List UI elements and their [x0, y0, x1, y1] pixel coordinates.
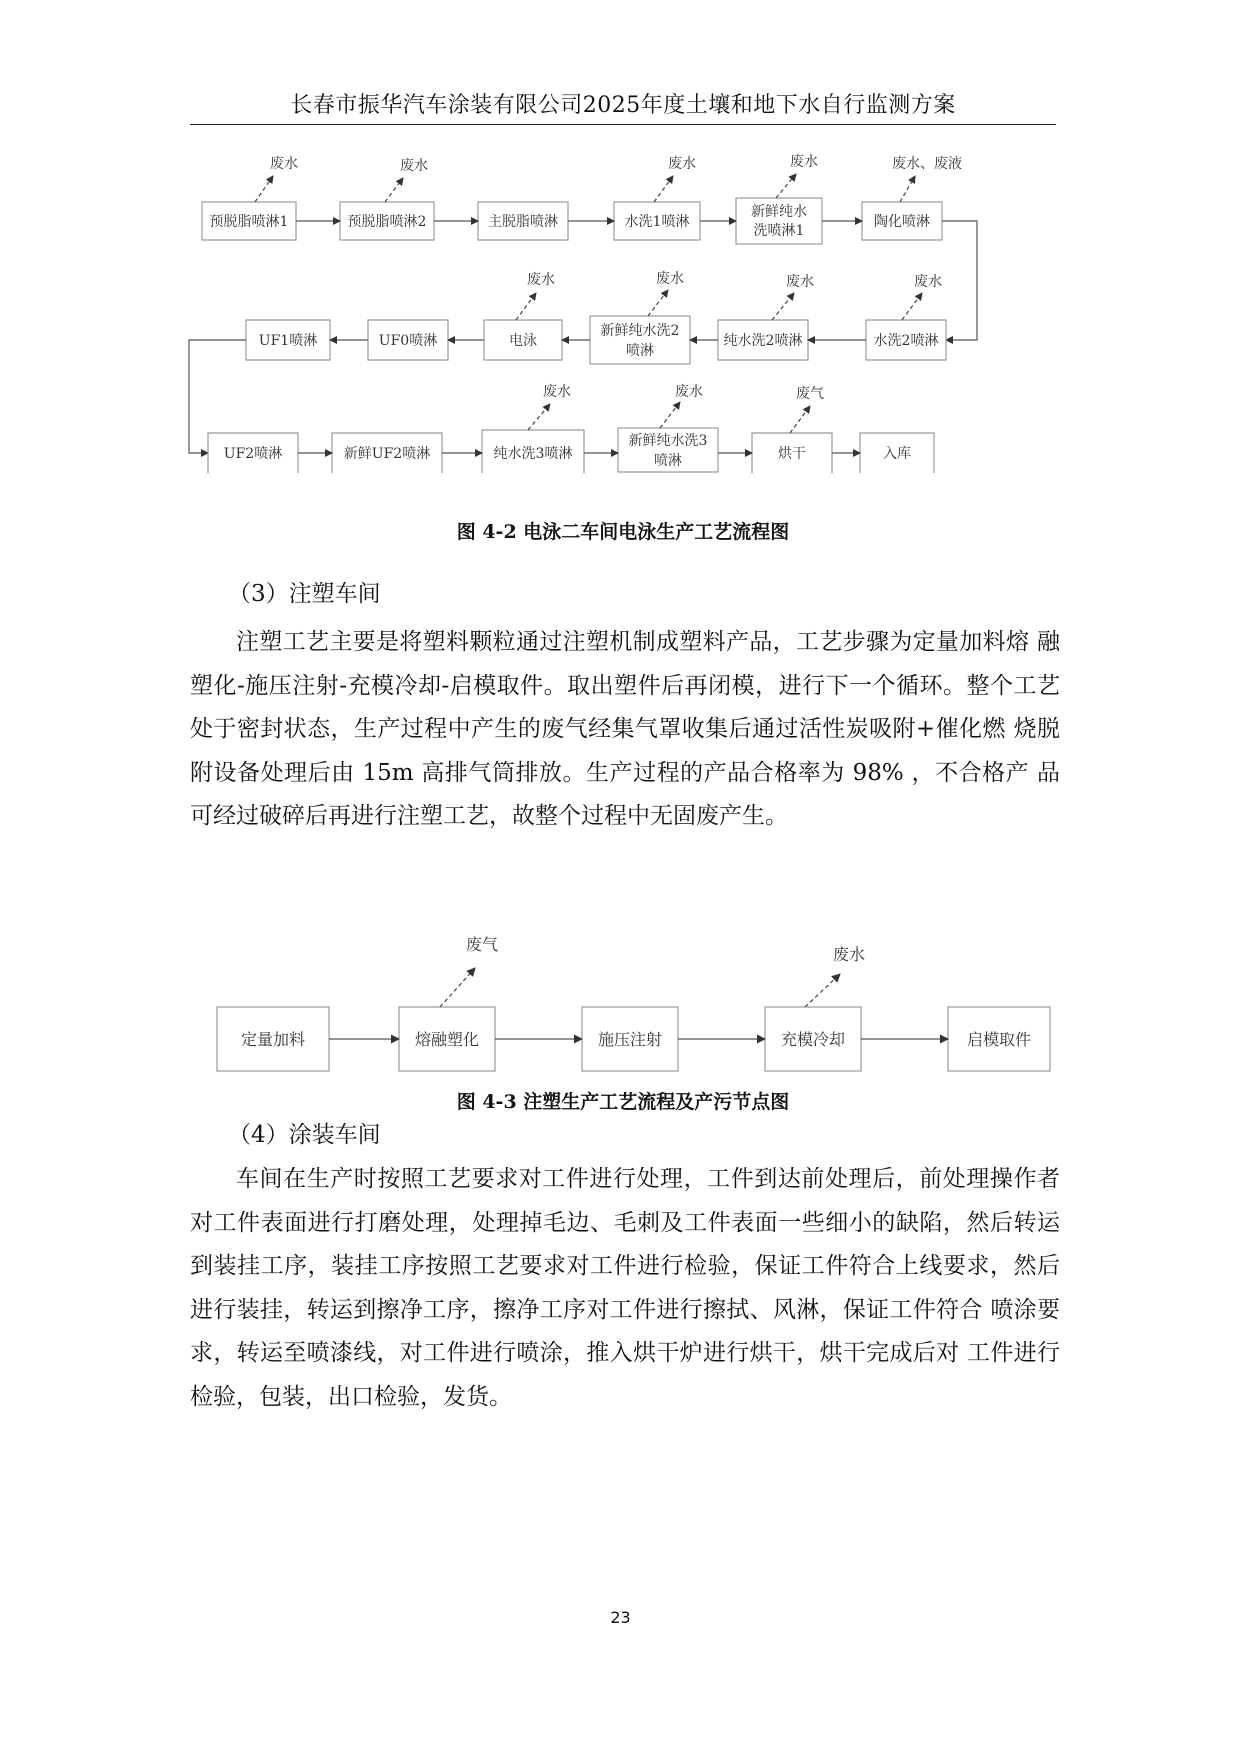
flow-connector	[942, 221, 977, 340]
process-box	[860, 433, 934, 473]
process-box	[482, 430, 584, 473]
emission-label: 废气	[466, 935, 499, 954]
svg-text:喷淋: 喷淋	[654, 453, 682, 469]
svg-text:UF2喷淋: UF2喷淋	[223, 446, 283, 462]
svg-text:UF1喷淋: UF1喷淋	[258, 333, 318, 349]
emission-arrow	[516, 293, 536, 320]
emission-arrow	[654, 176, 673, 202]
process-box	[765, 1007, 861, 1071]
svg-text:新鲜纯水: 新鲜纯水	[751, 204, 807, 220]
process-box	[948, 1007, 1050, 1071]
emission-arrow	[805, 974, 840, 1007]
emission-arrow	[902, 293, 922, 320]
process-box	[332, 433, 442, 473]
svg-text:纯水洗3喷淋: 纯水洗3喷淋	[493, 446, 573, 462]
svg-text:纯水洗2喷淋: 纯水洗2喷淋	[723, 333, 803, 349]
emission-label: 废水	[790, 154, 818, 170]
header-rule	[190, 124, 1056, 125]
emission-label: 废水	[914, 274, 942, 290]
process-box	[862, 202, 942, 240]
emission-arrow	[528, 404, 550, 430]
process-box	[246, 320, 330, 360]
process-box	[202, 202, 296, 240]
emission-label: 废水、废液	[892, 156, 962, 172]
svg-text:新鲜纯水洗2: 新鲜纯水洗2	[600, 323, 680, 339]
page-header: 长春市振华汽车涂装有限公司2025年度土壤和地下水自行监测方案	[290, 93, 956, 118]
svg-text:水洗2喷淋: 水洗2喷淋	[873, 333, 939, 349]
process-box	[582, 1007, 678, 1071]
svg-text:熔融塑化: 熔融塑化	[414, 1030, 480, 1049]
svg-text:定量加料: 定量加料	[240, 1030, 306, 1049]
body-paragraph: 车间在生产时按照工艺要求对工件进行处理，工件到达前处理后，前处理操作者对工件表面进行打磨处理，处理掉毛边、毛刺及工件表面一些细小的缺陷，然后转运到装挂工序，装挂工序按照工艺要求对工件进行检验，保证工件符合上线要求，然后进行装挂，转运到擦净工序，擦净工序对工件进行擦拭、风淋，保证工件符合 喷涂要求，转运至喷漆线，对工件进行喷涂，推入烘干炉进行烘干，烘干完成后对 工件进行检验，包装，出口检验，发货。	[190, 1166, 1060, 1410]
emission-arrow	[900, 176, 915, 202]
process-box	[478, 202, 568, 240]
emission-label: 废水	[833, 945, 866, 964]
process-box	[736, 198, 822, 244]
section-heading: （3）注塑车间	[228, 581, 381, 607]
process-box	[399, 1007, 495, 1071]
svg-text:预脱脂喷淋2: 预脱脂喷淋2	[347, 214, 427, 230]
svg-text:水洗1喷淋: 水洗1喷淋	[624, 214, 690, 230]
svg-text:入库: 入库	[883, 446, 911, 462]
emission-arrow	[255, 176, 273, 202]
process-box	[208, 433, 298, 473]
emission-arrow	[648, 290, 668, 316]
flowchart-figure-4-3	[0, 920, 1241, 1080]
svg-text:启模取件: 启模取件	[966, 1030, 1032, 1049]
svg-text:充模冷却: 充模冷却	[780, 1030, 846, 1049]
svg-text:喷淋: 喷淋	[626, 343, 654, 359]
figure-caption: 图 4-3 注塑生产工艺流程及产污节点图	[456, 1091, 790, 1113]
emission-label: 废水	[675, 384, 703, 400]
emission-label: 废水	[543, 384, 571, 400]
emission-label: 废水	[270, 156, 298, 172]
process-box	[590, 316, 690, 364]
emission-label: 废水	[400, 158, 428, 174]
emission-arrow	[385, 178, 403, 202]
emission-label: 废水	[656, 271, 684, 287]
process-box	[484, 320, 562, 360]
emission-label: 废水	[668, 156, 696, 172]
body-paragraph: 注塑工艺主要是将塑料颗粒通过注塑机制成塑料产品，工艺步骤为定量加料熔 融塑化-施压注射-充模冷却-启模取件。取出塑件后再闭模，进行下一个循环。整个工艺处于密封状态，生产过程中产生的废气经集气罩收集后通过活性炭吸附+催化燃 烧脱附设备处理后由 15m 高排气筒排放。生产过程的产品合格率为 98% ，不合格产 品可经过破碎后再进行注塑工艺，故整个过程中无固废产生。	[190, 629, 1060, 829]
page-number: 23	[610, 1608, 631, 1627]
process-box	[866, 320, 946, 360]
emission-label: 废水	[527, 272, 555, 288]
section-heading: （4）涂装车间	[228, 1122, 381, 1148]
svg-text:预脱脂喷淋1: 预脱脂喷淋1	[209, 214, 289, 230]
emission-arrow	[660, 402, 680, 428]
emission-label: 废水	[786, 274, 814, 290]
process-box	[217, 1007, 329, 1071]
svg-text:烘干: 烘干	[778, 446, 806, 462]
svg-text:陶化喷淋: 陶化喷淋	[874, 214, 930, 230]
process-box	[368, 320, 448, 360]
svg-text:UF0喷淋: UF0喷淋	[378, 333, 438, 349]
process-box	[618, 428, 718, 472]
emission-arrow	[772, 293, 794, 320]
process-box	[614, 202, 700, 240]
process-box	[340, 202, 434, 240]
svg-text:新鲜纯水洗3: 新鲜纯水洗3	[628, 433, 708, 449]
flowchart-figure-4-2	[0, 140, 1241, 485]
svg-text:施压注射: 施压注射	[597, 1030, 663, 1049]
process-box	[752, 433, 832, 473]
emission-arrow	[776, 174, 796, 198]
figure-caption: 图 4-2 电泳二车间电泳生产工艺流程图	[456, 521, 790, 543]
emission-label: 废气	[796, 386, 824, 402]
process-box	[718, 320, 808, 360]
svg-text:主脱脂喷淋: 主脱脂喷淋	[488, 214, 558, 230]
svg-text:洗喷淋1: 洗喷淋1	[753, 223, 805, 239]
emission-arrow	[440, 968, 475, 1007]
svg-text:新鲜UF2喷淋: 新鲜UF2喷淋	[343, 446, 431, 462]
emission-arrow	[790, 406, 810, 433]
svg-text:电泳: 电泳	[509, 333, 537, 349]
